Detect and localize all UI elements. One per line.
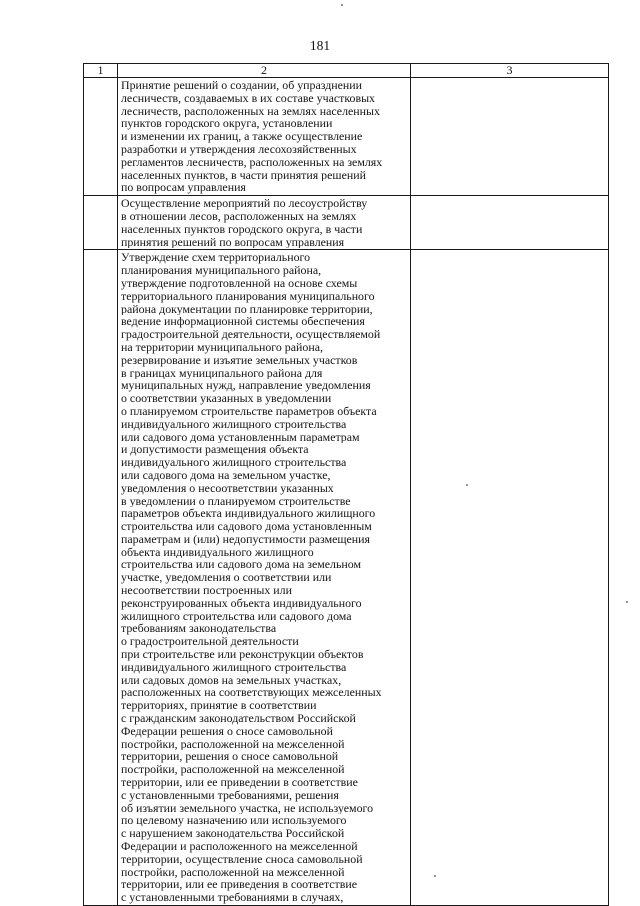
scan-speck bbox=[341, 4, 343, 6]
row-notes-cell bbox=[411, 78, 609, 196]
text-line: Утверждение схем территориального bbox=[121, 251, 311, 265]
text-line: лесничеств, создаваемых в их составе участковых bbox=[121, 91, 375, 105]
header-cell-1: 1 bbox=[84, 64, 118, 78]
text-line: параметров объекта индивидуального жилищного bbox=[121, 507, 376, 521]
text-line: территории, или ее приведения в соответствие bbox=[121, 878, 358, 892]
text-line: о градостроительной деятельности bbox=[121, 635, 299, 649]
text-line: муниципальных нужд, направление уведомления bbox=[121, 379, 371, 393]
text-line: индивидуального жилищного строительства bbox=[121, 417, 347, 431]
text-line: с установленными требованиями в случаях, bbox=[121, 891, 344, 904]
scan-speck bbox=[466, 484, 468, 486]
text-line: индивидуального жилищного строительства bbox=[121, 456, 347, 469]
text-line: объекта индивидуального жилищного bbox=[121, 545, 314, 559]
text-line: постройки, расположенной на межселенной bbox=[121, 737, 345, 751]
scan-speck bbox=[434, 875, 436, 877]
table-header-row bbox=[84, 64, 609, 78]
text-line: строительства или садового дома на земельном bbox=[121, 558, 362, 572]
text-line: с нарушением законодательства Российской bbox=[121, 827, 345, 841]
text-line: строительства или садового дома установленным bbox=[121, 520, 372, 533]
text-line: требованиям законодательства bbox=[121, 622, 277, 636]
text-line: ведение информационной системы обеспечения bbox=[121, 315, 365, 329]
header-cell-3: 3 bbox=[411, 64, 609, 78]
text-line: градостроительной деятельности, осуществляемой bbox=[121, 328, 381, 341]
text-line: по вопросам управления bbox=[121, 181, 246, 195]
text-line: расположенных на соответствующих межселенных bbox=[121, 686, 382, 700]
text-line: о планируемом строительстве параметров объекта bbox=[121, 404, 377, 418]
text-line: территориального планирования муниципального bbox=[121, 289, 375, 303]
text-line: об изъятии земельного участка, не используемого bbox=[121, 801, 374, 815]
text-line: с гражданским законодательством Российской bbox=[121, 712, 356, 725]
text-line: территории, решения о сносе самовольной bbox=[121, 750, 339, 764]
text-line: жилищного строительства или садового дома bbox=[121, 609, 352, 623]
text-line: принятия решений по вопросам управления bbox=[121, 235, 345, 249]
text-line: Федерации решения о сносе самовольной bbox=[121, 724, 333, 738]
table-row bbox=[84, 250, 609, 906]
text-line: Осуществление мероприятий по лесоустройству bbox=[121, 197, 368, 210]
table-row bbox=[84, 78, 609, 196]
text-line: или садового дома установленным параметрам bbox=[121, 430, 360, 444]
text-line: постройки, расположенной на межселенной bbox=[121, 865, 345, 879]
row-text-cell bbox=[118, 78, 411, 196]
row-number-cell bbox=[84, 250, 118, 906]
text-line: и допустимости размещения объекта bbox=[121, 443, 309, 457]
text-line: или садового дома на земельном участке, bbox=[121, 468, 331, 482]
text-line: постройки, расположенной на межселенной bbox=[121, 763, 345, 777]
text-line: регламентов лесничеств, расположенных на землях bbox=[121, 155, 383, 169]
text-line: района документации по планировке территории, bbox=[121, 302, 373, 316]
text-line: разработки и утверждения лесохозяйственных bbox=[121, 142, 357, 156]
text-line: по целевому назначению или используемого bbox=[121, 814, 347, 828]
text-line: параметрам и (или) недопустимости размещения bbox=[121, 532, 371, 546]
text-line: несоответствии построенных или bbox=[121, 584, 292, 597]
text-line: и изменении их границ, а также осуществление bbox=[121, 130, 363, 143]
page-number: 181 bbox=[309, 38, 331, 53]
text-line: населенных пунктов, в части принятия решений bbox=[121, 168, 366, 182]
text-line: Принятие решений о создании, об упразднении bbox=[121, 79, 363, 92]
text-line: в границах муниципального района для bbox=[121, 366, 323, 380]
text-line: резервирование и изъятие земельных участков bbox=[121, 353, 358, 367]
table-row bbox=[84, 196, 609, 250]
text-line: в отношении лесов, расположенных на землях bbox=[121, 209, 357, 223]
text-line: индивидуального жилищного строительства bbox=[121, 660, 347, 674]
row-text-cell bbox=[118, 250, 411, 906]
row-notes-cell bbox=[411, 196, 609, 250]
text-line: на территории муниципального района, bbox=[121, 340, 323, 354]
text-line: утверждение подготовленной на основе схемы bbox=[121, 276, 358, 290]
text-line: лесничеств, расположенных на землях населенных bbox=[121, 104, 380, 118]
text-line: в уведомлении о планируемом строительстве bbox=[121, 494, 351, 508]
text-line: планирования муниципального района, bbox=[121, 264, 322, 277]
text-line: о соответствии указанных в уведомлении bbox=[121, 392, 332, 405]
text-line: реконструированных объекта индивидуального bbox=[121, 596, 362, 610]
text-line: территории, осуществление сноса самовольной bbox=[121, 852, 363, 866]
row-text-cell bbox=[118, 196, 411, 250]
text-line: при строительстве или реконструкции объектов bbox=[121, 648, 364, 661]
text-line: с установленными требованиями, решения bbox=[121, 788, 339, 802]
row-number-cell bbox=[84, 78, 118, 196]
document-table bbox=[83, 63, 609, 906]
text-line: участке, уведомления о соответствии или bbox=[121, 571, 332, 585]
text-line: территории, или ее приведении в соответствие bbox=[121, 776, 358, 789]
row-notes-cell bbox=[411, 250, 609, 906]
header-cell-2: 2 bbox=[118, 64, 411, 78]
text-line: Федерации и расположенного на межселенной bbox=[121, 840, 358, 853]
scan-speck bbox=[626, 601, 628, 603]
text-line: или садовых домов на земельных участках, bbox=[121, 673, 342, 687]
text-line: населенных пунктов городского округа, в части bbox=[121, 222, 363, 236]
text-line: уведомления о несоответствии указанных bbox=[121, 481, 334, 495]
row-number-cell bbox=[84, 196, 118, 250]
text-line: пунктов городского округа, установлении bbox=[121, 117, 333, 131]
text-line: территориях, принятие в соответствии bbox=[121, 699, 317, 713]
